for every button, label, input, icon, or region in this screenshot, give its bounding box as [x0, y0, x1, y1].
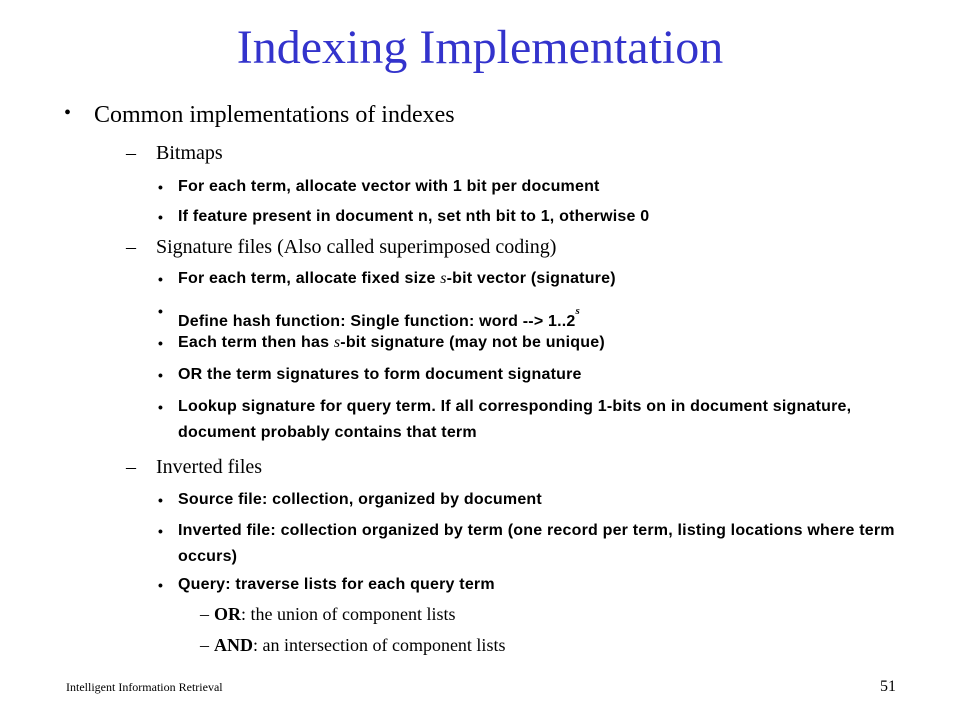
- signature-item-5: [158, 394, 898, 446]
- dash-icon: –: [126, 236, 136, 258]
- sub-bold-term: AND: [214, 635, 253, 655]
- variable-s: s: [440, 270, 447, 287]
- bullet-icon: •: [158, 209, 164, 225]
- inverted-item-text: Query: traverse lists for each query term: [178, 576, 495, 593]
- bullet-icon: •: [64, 102, 72, 124]
- signature-label: Signature files (Also called superimposed coding): [156, 236, 557, 258]
- signature-item-text: Lookup signature for query term. If all corresponding 1-bits on in document signature, document probably contains that term: [178, 398, 852, 441]
- bitmaps-heading: [126, 140, 223, 166]
- bitmaps-item-text: For each term, allocate vector with 1 bit per document: [178, 178, 600, 195]
- dash-icon: –: [200, 604, 209, 624]
- signature-item-3: [158, 330, 898, 356]
- page-number: 51: [880, 678, 896, 695]
- slide-title: Indexing Implementation: [236, 21, 724, 74]
- main-bullet-text: Common implementations of indexes: [94, 102, 455, 128]
- signature-heading: [126, 234, 556, 260]
- bullet-icon: •: [158, 492, 164, 508]
- sub-text: : the union of component lists: [241, 604, 456, 624]
- bullet-icon: •: [158, 271, 164, 287]
- signature-item-text: -bit signature (may not be unique): [340, 334, 605, 351]
- dash-icon: –: [126, 456, 136, 478]
- bullet-icon: •: [158, 335, 164, 351]
- main-bullet: [64, 100, 455, 131]
- inverted-label: Inverted files: [156, 456, 263, 478]
- footer-course: Intelligent Information Retrieval: [66, 680, 223, 694]
- bitmaps-item-text: If feature present in document n, set nth bit to 1, otherwise 0: [178, 208, 650, 225]
- dash-icon: –: [126, 142, 136, 164]
- signature-item-1: [158, 266, 898, 292]
- variable-s: s: [333, 334, 341, 351]
- bullet-icon: •: [158, 399, 164, 415]
- inverted-sub-2: [200, 634, 505, 657]
- signature-item-text: -bit vector (signature): [446, 270, 616, 287]
- signature-item-text: For each term, allocate fixed size: [178, 270, 441, 287]
- inverted-item-text: Source file: collection, organized by document: [178, 491, 542, 508]
- bitmaps-label: Bitmaps: [156, 142, 223, 164]
- signature-item-text: Each term then has: [178, 334, 334, 351]
- bitmaps-item-1: [158, 174, 898, 200]
- signature-item-text: OR the term signatures to form document signature: [178, 366, 582, 383]
- inverted-heading: [126, 454, 262, 480]
- signature-item-text: Define hash function: Single function: word --> 1..2: [178, 313, 576, 330]
- bullet-icon: •: [158, 367, 164, 383]
- superscript-s: s: [575, 305, 581, 317]
- sub-text: : an intersection of component lists: [253, 635, 506, 655]
- inverted-item-3: [158, 572, 898, 598]
- bullet-icon: •: [158, 179, 164, 195]
- dash-icon: –: [200, 635, 209, 655]
- inverted-sub-1: [200, 603, 455, 626]
- bitmaps-item-2: [158, 204, 898, 230]
- inverted-item-1: [158, 487, 898, 513]
- sub-bold-term: OR: [214, 604, 241, 624]
- bullet-icon: •: [158, 303, 164, 319]
- signature-item-4: [158, 362, 898, 388]
- inverted-item-2: [158, 518, 898, 570]
- bullet-icon: •: [158, 577, 164, 593]
- inverted-item-text: Inverted file: collection organized by term (one record per term, listing locations where term occurs): [178, 522, 895, 565]
- bullet-icon: •: [158, 523, 164, 539]
